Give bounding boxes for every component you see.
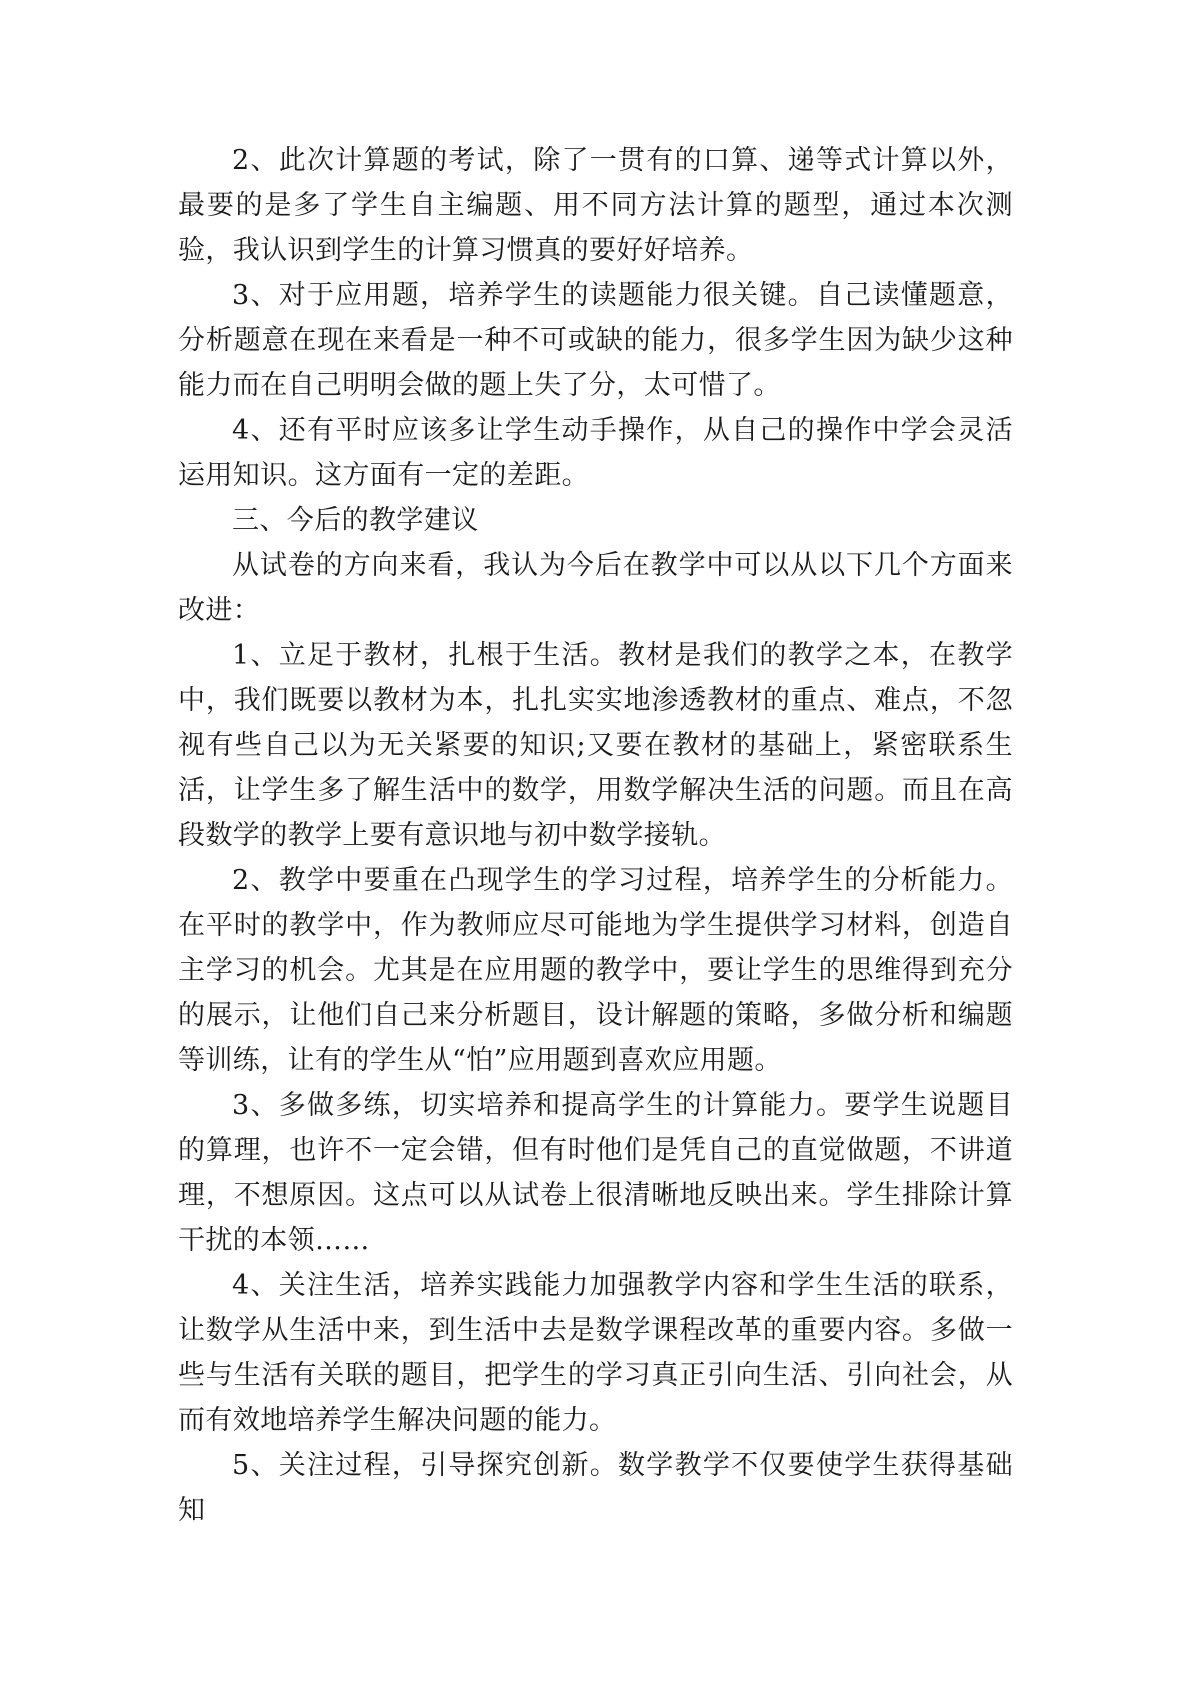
document-body [178, 138, 1013, 1533]
paragraph-suggestion-5: 5、关注过程，引导探究创新。数学教学不仅要使学生获得基础知 [178, 1450, 1013, 1526]
paragraph-suggestion-2: 2、教学中要重在凸现学生的学习过程，培养学生的分析能力。在平时的教学中，作为教师应尽可能地为学生提供学习材料，创造自主学习的机会。尤其是在应用题的教学中，要让学生的思维得到充分的展示，让他们自己来分析题目，设计解题的策略，多做分析和编题等训练，让有的学生从“怕”应用题到喜欢应用题。 [178, 865, 1013, 1076]
paragraph-calculation-exam: 2、此次计算题的考试，除了一贯有的口算、递等式计算以外，最要的是多了学生自主编题、用不同方法计算的题型，通过本次测验，我认识到学生的计算习惯真的要好好培养。 [178, 145, 1013, 266]
paragraph-word-problems: 3、对于应用题，培养学生的读题能力很关键。自己读懂题意，分析题意在现在来看是一种不可或缺的能力，很多学生因为缺少这种能力而在自己明明会做的题上失了分，太可惜了。 [178, 280, 1013, 401]
paragraph-suggestion-4: 4、关注生活，培养实践能力加强教学内容和学生生活的联系，让数学从生活中来，到生活中去是数学课程改革的重要内容。多做一些与生活有关联的题目，把学生的学习真正引向生活、引向社会，从而有效地培养学生解决问题的能力。 [178, 1270, 1013, 1436]
section-heading-teaching-suggestions: 三、今后的教学建议 [232, 505, 479, 536]
paragraph-suggestion-3: 3、多做多练，切实培养和提高学生的计算能力。要学生说题目的算理，也许不一定会错，但有时他们是凭自己的直觉做题，不讲道理，不想原因。这点可以从试卷上很清晰地反映出来。学生排除计算干扰的本领…… [178, 1090, 1013, 1256]
paragraph-suggestion-1: 1、立足于教材，扎根于生活。教材是我们的教学之本，在教学中，我们既要以教材为本，扎扎实实地渗透教材的重点、难点，不忽视有些自己以为无关紧要的知识;又要在教材的基础上，紧密联系生活，让学生多了解生活中的数学，用数学解决生活的问题。而且在高段数学的教学上要有意识地与初中数学接轨。 [178, 640, 1013, 851]
paragraph-hands-on-practice: 4、还有平时应该多让学生动手操作，从自己的操作中学会灵活运用知识。这方面有一定的差距。 [178, 415, 1013, 491]
paragraph-improvement-intro: 从试卷的方向来看，我认为今后在教学中可以从以下几个方面来改进： [178, 550, 1013, 626]
